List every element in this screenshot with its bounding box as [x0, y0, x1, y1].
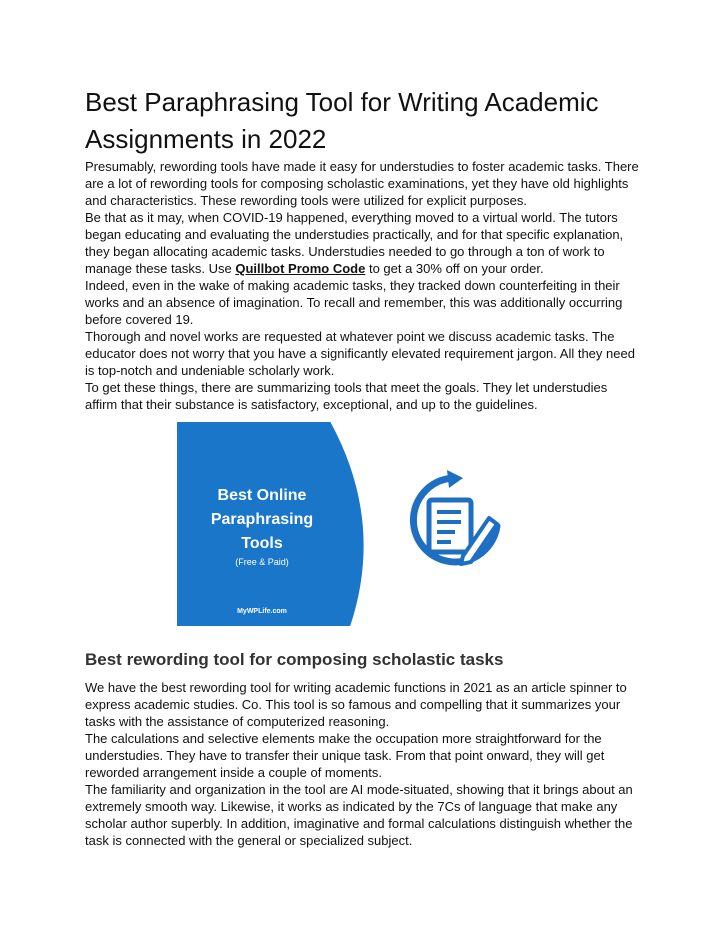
banner-title-line-1: Best Online [217, 487, 307, 504]
paragraph-2-text: Be that as it may, when COVID-19 happened, everything moved to a virtual world. The tutors began educating and evaluating the understudies practically, and for that specific explanation, they began allocating academic tasks. Understudies needed to go through a ton of work to manage these tasks. Use [85, 210, 624, 276]
paragraph-1: Presumably, rewording tools have made it easy for understudies to foster academic tasks. There are a lot of rewording tools for composing scholastic examinations, yet they have old highlights and characteristics. These rewording tools were utilized for explicit purposes. [85, 159, 639, 208]
document-page [85, 0, 640, 849]
banner-brand: MyWPLife.com [237, 608, 287, 615]
section-paragraph-2: The calculations and selective elements make the occupation more straightforward for the understudies. They have to transfer their unique task. From that point onward, they will get reworded arrangement inside a couple of moments. [85, 731, 605, 780]
paragraph-3: Indeed, even in the wake of making academic tasks, they tracked down counterfeiting in their works and an absence of imagination. To recall and remember, this was additionally occurring before covered 19. [85, 278, 623, 327]
banner-title [177, 484, 347, 556]
promo-code-link[interactable]: Quillbot Promo Code [235, 261, 366, 276]
section-paragraph-1: We have the best rewording tool for writing academic functions in 2021 as an article spinner to express academic studies. Co. This tool is so famous and compelling that it summarizes your tasks with the assistance of computerized reasoning. [85, 680, 627, 729]
paragraph-2 [85, 209, 640, 277]
page-title: Best Paraphrasing Tool for Writing Academic Assignments in 2022 [85, 87, 599, 154]
article-image [85, 422, 640, 626]
intro-section [85, 158, 640, 413]
document-edit-icon [405, 470, 505, 580]
banner-subtitle: (Free & Paid) [235, 557, 289, 567]
banner-title-line-2: Paraphrasing [210, 511, 314, 528]
banner-title-line-3: Tools [241, 535, 283, 552]
banner-image [177, 422, 385, 626]
section-paragraph-3: The familiarity and organization in the tool are AI mode-situated, showing that it brings about an extremely smooth way. Likewise, it works as indicated by the 7Cs of language that make any scholar author superbly. In addition, imaginative and formal calculations distinguish whether the task is connected with the general or specialized subject. [85, 782, 633, 848]
section-body [85, 679, 640, 849]
section-heading: Best rewording tool for composing scholastic tasks [85, 650, 504, 669]
paragraph-5: To get these things, there are summarizing tools that meet the goals. They let understudies affirm that their substance is satisfactory, exceptional, and up to the guidelines. [85, 380, 608, 412]
paragraph-4: Thorough and novel works are requested at whatever point we discuss academic tasks. The educator does not worry that you have a significantly elevated requirement jargon. All they need is top-notch and undeniable scholarly work. [85, 329, 635, 378]
paragraph-2-tail: to get a 30% off on your order. [368, 261, 544, 276]
